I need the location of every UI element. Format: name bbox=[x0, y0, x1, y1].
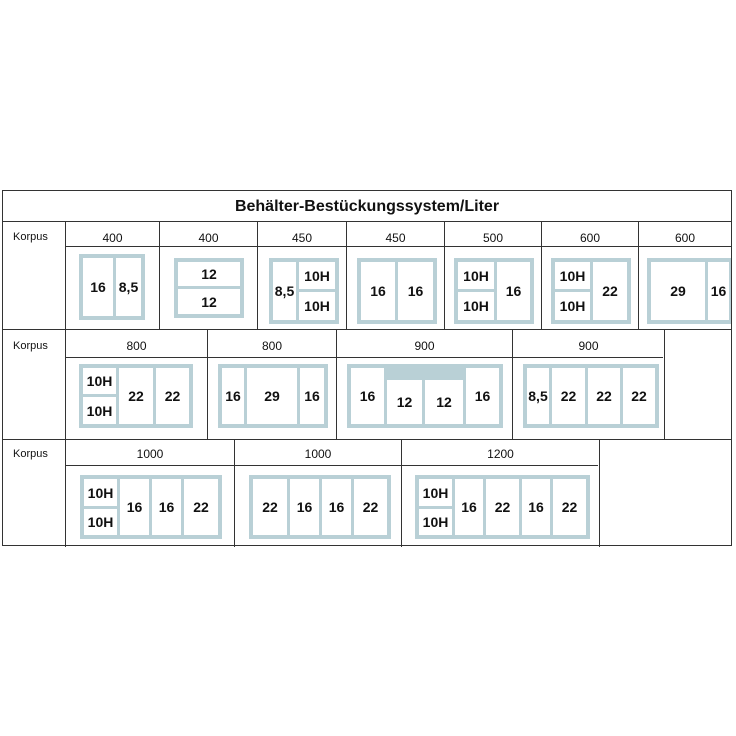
compartment: 10H bbox=[83, 368, 116, 394]
compartment: 16 bbox=[522, 479, 550, 535]
cell-900-a bbox=[336, 329, 512, 439]
compartment: 29 bbox=[651, 262, 705, 320]
cell-450-a bbox=[257, 221, 346, 329]
compartment: 22 bbox=[593, 262, 627, 320]
compartment: 12 bbox=[178, 262, 240, 286]
compartment: 22 bbox=[354, 479, 387, 535]
cell-500 bbox=[444, 221, 541, 329]
korpus-label-row3: Korpus bbox=[13, 448, 48, 460]
compartment: 8,5 bbox=[527, 368, 549, 424]
compartment: 22 bbox=[553, 479, 586, 535]
compartment: 10H bbox=[84, 509, 117, 535]
divider bbox=[664, 329, 665, 439]
cell-600-b bbox=[638, 221, 731, 329]
compartment: 10H bbox=[299, 262, 335, 289]
container-diagram bbox=[80, 475, 222, 539]
compartment: 29 bbox=[247, 368, 297, 424]
container-diagram bbox=[174, 258, 244, 318]
width-header: 1000 bbox=[136, 447, 164, 461]
compartment: 10H bbox=[83, 397, 116, 424]
width-header: 400 bbox=[198, 231, 219, 245]
container-diagram bbox=[249, 475, 391, 539]
width-header: 1200 bbox=[487, 447, 514, 461]
compartment: 16 bbox=[83, 258, 113, 316]
compartment: 8,5 bbox=[273, 262, 296, 320]
cell-800-b bbox=[207, 329, 336, 439]
compartment: 16 bbox=[300, 368, 324, 424]
compartment: 10H bbox=[419, 509, 452, 535]
compartment: 10H bbox=[299, 292, 335, 320]
width-header: 900 bbox=[578, 339, 599, 353]
container-diagram bbox=[551, 258, 631, 324]
container-diagram bbox=[454, 258, 534, 324]
compartment: 16 bbox=[290, 479, 319, 535]
container-diagram bbox=[415, 475, 590, 539]
cell-900-b bbox=[512, 329, 664, 439]
cell-1000-b bbox=[234, 439, 401, 547]
width-header: 800 bbox=[126, 339, 147, 353]
width-header: 600 bbox=[579, 231, 601, 245]
korpus-label-row2: Korpus bbox=[13, 340, 48, 352]
compartment: 10H bbox=[555, 262, 590, 289]
width-header: 450 bbox=[291, 231, 313, 245]
compartment: 16 bbox=[497, 262, 530, 320]
cell-400-b bbox=[159, 221, 257, 329]
container-diagram bbox=[79, 254, 145, 320]
compartment: 10H bbox=[458, 262, 494, 289]
compartment: 16 bbox=[152, 479, 181, 535]
width-header: 450 bbox=[385, 231, 406, 245]
container-diagram bbox=[79, 364, 193, 428]
compartment: 16 bbox=[351, 368, 384, 424]
compartment: 16 bbox=[120, 479, 149, 535]
container-system-table bbox=[2, 190, 732, 546]
compartment: 12 bbox=[387, 380, 422, 424]
compartment: 22 bbox=[119, 368, 153, 424]
compartment: 22 bbox=[253, 479, 287, 535]
compartment: 16 bbox=[398, 262, 433, 320]
container-diagram bbox=[647, 258, 731, 324]
compartment: 10H bbox=[555, 292, 590, 320]
width-header: 600 bbox=[674, 231, 696, 245]
compartment: 22 bbox=[623, 368, 655, 424]
cell-1000-a bbox=[65, 439, 234, 547]
compartment: 16 bbox=[455, 479, 483, 535]
compartment: 12 bbox=[178, 289, 240, 314]
width-header: 1000 bbox=[304, 447, 332, 461]
container-diagram bbox=[347, 364, 503, 428]
container-diagram bbox=[218, 364, 328, 428]
compartment: 16 bbox=[708, 262, 729, 320]
compartment: 22 bbox=[486, 479, 519, 535]
cell-600-a bbox=[541, 221, 638, 329]
compartment: 22 bbox=[552, 368, 585, 424]
korpus-label-row1: Korpus bbox=[13, 231, 48, 243]
compartment: 10H bbox=[419, 479, 452, 506]
compartment: 16 bbox=[322, 479, 351, 535]
cell-1200 bbox=[401, 439, 599, 547]
container-diagram bbox=[357, 258, 437, 324]
cell-400-a bbox=[65, 221, 159, 329]
compartment: 16 bbox=[361, 262, 395, 320]
container-diagram bbox=[523, 364, 659, 428]
compartment: 10H bbox=[84, 479, 117, 506]
divider bbox=[599, 439, 600, 547]
compartment: 8,5 bbox=[116, 258, 141, 316]
cell-450-b bbox=[346, 221, 444, 329]
table-title: Behälter-Bestückungssystem/Liter bbox=[234, 198, 500, 215]
container-diagram bbox=[269, 258, 339, 324]
compartment: 16 bbox=[222, 368, 244, 424]
compartment: 16 bbox=[466, 368, 499, 424]
compartment: 22 bbox=[588, 368, 620, 424]
compartment: 22 bbox=[156, 368, 189, 424]
compartment: 10H bbox=[458, 292, 494, 320]
width-header: 900 bbox=[414, 339, 435, 353]
width-header: 400 bbox=[102, 231, 123, 245]
cell-800-a bbox=[65, 329, 207, 439]
width-header: 800 bbox=[261, 339, 283, 353]
width-header: 500 bbox=[482, 231, 504, 245]
compartment: 22 bbox=[184, 479, 218, 535]
compartment: 12 bbox=[425, 380, 463, 424]
